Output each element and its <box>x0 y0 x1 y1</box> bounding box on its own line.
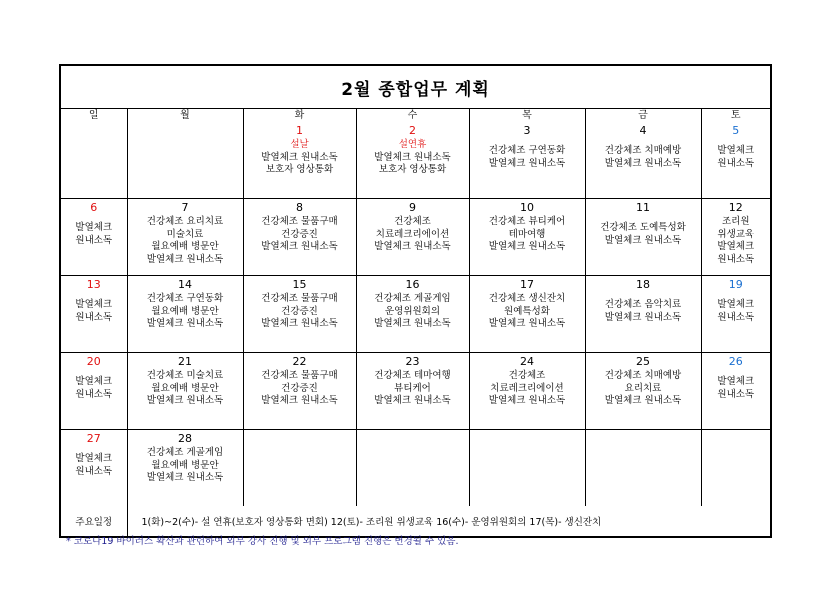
week-row <box>61 430 770 507</box>
event-item: 건강증진 <box>281 382 318 394</box>
event-item: 건강체조 요리치료 <box>146 216 224 227</box>
day-number: 2 <box>409 124 416 137</box>
event-item: 미술치료 <box>166 228 204 240</box>
day-cell-content <box>61 122 127 198</box>
event-item: 발열체크 <box>75 453 113 464</box>
day-cell-content <box>586 199 701 275</box>
day-cell-content <box>702 353 771 429</box>
day-number: 5 <box>732 124 740 137</box>
event-item: 원예특성화 <box>504 305 550 317</box>
day-cell-content <box>470 122 585 198</box>
empty-day-cell <box>469 430 585 507</box>
empty-day-cell <box>243 430 356 507</box>
event-item: 발열체크 원내소독 <box>146 253 224 265</box>
event-item: 건강체조 게골게임 <box>374 293 451 304</box>
event-item: 발열체크 원내소독 <box>374 241 451 252</box>
event-item: 발열체크 원내소독 <box>374 395 451 406</box>
week-row <box>61 353 770 430</box>
event-item: 테마여행 <box>508 228 546 240</box>
day-cell <box>469 199 585 276</box>
event-item: 발열체크 원내소독 <box>261 151 338 163</box>
day-number: 21 <box>178 355 192 368</box>
key-schedule-row <box>61 506 770 536</box>
day-number: 19 <box>728 278 743 291</box>
day-cell <box>127 430 243 507</box>
day-cell-content <box>470 430 585 506</box>
day-cell <box>469 353 585 430</box>
day-cell <box>356 122 469 199</box>
day-cell-content <box>61 430 127 506</box>
day-number: 28 <box>178 432 192 445</box>
event-item: 치료레크리에이션 <box>375 228 450 240</box>
event-item: 조리원 <box>721 216 750 227</box>
weekday-mon: 월 <box>127 109 243 122</box>
day-cell-content <box>128 199 243 275</box>
day-cell-content <box>128 276 243 352</box>
empty-day-cell <box>585 430 701 507</box>
event-item: 발열체크 원내소독 <box>604 234 682 246</box>
day-cell <box>701 276 770 353</box>
event-item: 위생교육 <box>717 228 755 240</box>
event-item: 건강체조 치매예방 <box>604 370 682 381</box>
event-item: 건강체조 물품구매 <box>261 370 338 381</box>
event-item: 건강체조 게골게임 <box>146 447 224 458</box>
event-item: 건강체조 <box>394 216 431 227</box>
day-cell-content <box>61 353 127 429</box>
day-cell <box>356 353 469 430</box>
event-item: 발열체크 원내소독 <box>488 241 566 252</box>
day-number: 18 <box>636 278 650 291</box>
day-cell <box>585 276 701 353</box>
day-cell <box>243 122 356 199</box>
day-number: 13 <box>86 278 101 291</box>
day-cell-content <box>357 353 469 429</box>
day-cell-content <box>244 353 356 429</box>
day-number: 3 <box>523 124 531 137</box>
day-cell-content <box>244 430 356 506</box>
event-item: 발열체크 <box>717 241 755 252</box>
day-cell-content <box>61 276 127 352</box>
day-cell-content <box>586 122 701 198</box>
day-cell-content <box>357 122 469 198</box>
event-item: 월요예배 병문안 <box>151 305 219 317</box>
day-number: 23 <box>405 355 420 368</box>
event-item: 발열체크 원내소독 <box>488 318 566 329</box>
empty-day-cell <box>61 122 127 199</box>
event-item: 발열체크 원내소독 <box>261 395 338 406</box>
event-item: 건강체조 미술치료 <box>146 370 224 381</box>
event-item: 건강체조 <box>508 370 546 381</box>
weekday-fri: 금 <box>585 109 701 122</box>
event-item: 보호자 영상통화 <box>378 164 447 175</box>
day-cell-content <box>702 276 771 352</box>
weekday-tue: 화 <box>243 109 356 122</box>
event-item: 원내소독 <box>717 253 755 265</box>
event-item: 원내소독 <box>75 311 113 323</box>
event-item: 발열체크 <box>717 299 755 310</box>
day-cell <box>243 353 356 430</box>
day-cell <box>243 199 356 276</box>
holiday-label: 설날 <box>290 139 309 150</box>
day-number: 11 <box>636 201 650 214</box>
event-item: 발열체크 원내소독 <box>604 395 682 406</box>
day-cell <box>701 353 770 430</box>
event-item: 발열체크 <box>75 222 113 233</box>
event-item: 건강체조 음악치료 <box>604 299 682 310</box>
day-cell-content <box>470 199 585 275</box>
day-cell <box>127 276 243 353</box>
day-number: 25 <box>636 355 650 368</box>
event-item: 원내소독 <box>75 234 113 246</box>
event-item: 발열체크 <box>717 145 755 156</box>
day-number: 9 <box>409 201 416 214</box>
day-cell <box>701 122 770 199</box>
day-cell-content <box>470 276 585 352</box>
day-cell-content <box>357 199 469 275</box>
event-item: 건강체조 구연동화 <box>488 145 566 156</box>
week-row <box>61 276 770 353</box>
event-item: 건강증진 <box>281 228 318 240</box>
day-cell <box>61 430 127 507</box>
day-cell <box>701 199 770 276</box>
day-cell <box>469 276 585 353</box>
day-cell <box>243 276 356 353</box>
event-item: 건강체조 물품구매 <box>261 216 338 227</box>
event-item: 발열체크 원내소독 <box>604 157 682 169</box>
calendar-body <box>61 122 770 506</box>
day-cell-content <box>470 353 585 429</box>
day-cell <box>127 353 243 430</box>
event-item: 월요예배 병문안 <box>151 459 219 471</box>
event-item: 건강체조 물품구매 <box>261 293 338 304</box>
day-cell-content <box>586 430 701 506</box>
day-number: 20 <box>86 355 101 368</box>
event-item: 발열체크 원내소독 <box>604 311 682 323</box>
day-cell-content <box>586 276 701 352</box>
event-item: 발열체크 원내소독 <box>374 318 451 329</box>
day-cell-content <box>61 199 127 275</box>
weekday-sun: 일 <box>61 109 127 122</box>
day-cell <box>127 199 243 276</box>
day-cell <box>356 276 469 353</box>
day-number: 12 <box>728 201 743 214</box>
day-cell <box>585 353 701 430</box>
event-item: 운영위원회의 <box>384 305 441 317</box>
day-cell <box>469 122 585 199</box>
weekday-sat: 토 <box>701 109 770 122</box>
event-item: 원내소독 <box>75 465 113 477</box>
event-item: 치료레크리에이션 <box>490 382 564 394</box>
day-number: 1 <box>296 124 303 137</box>
day-number: 4 <box>639 124 647 137</box>
event-item: 발열체크 원내소독 <box>146 318 224 329</box>
event-item: 발열체크 <box>75 299 113 310</box>
event-item: 건강체조 테마여행 <box>374 370 451 381</box>
event-item: 뷰티케어 <box>394 382 431 394</box>
key-schedule-label: 주요일정 <box>61 506 127 536</box>
event-item: 건강체조 치매예방 <box>604 145 682 156</box>
event-item: 발열체크 <box>75 376 113 387</box>
day-cell <box>585 199 701 276</box>
event-item: 발열체크 원내소독 <box>261 318 338 329</box>
empty-day-cell <box>127 122 243 199</box>
event-item: 보호자 영상통화 <box>265 164 334 175</box>
event-item: 건강체조 생신잔치 <box>488 293 566 304</box>
event-item: 원내소독 <box>717 311 755 323</box>
day-cell-content <box>702 430 771 506</box>
day-cell-content <box>702 199 771 275</box>
event-item: 원내소독 <box>717 157 755 169</box>
event-item: 건강체조 뷰티케어 <box>488 216 566 227</box>
day-cell-content <box>702 122 771 198</box>
day-number: 7 <box>181 201 189 214</box>
day-number: 27 <box>86 432 101 445</box>
event-item: 발열체크 원내소독 <box>146 395 224 406</box>
day-number: 6 <box>90 201 98 214</box>
day-number: 8 <box>296 201 303 214</box>
day-cell-content <box>357 276 469 352</box>
day-cell-content <box>244 199 356 275</box>
weekday-thu: 목 <box>469 109 585 122</box>
day-cell-content <box>128 122 243 198</box>
event-item: 발열체크 <box>717 376 755 387</box>
monthly-plan-sheet <box>59 64 772 538</box>
day-cell <box>356 199 469 276</box>
day-cell-content <box>357 430 469 506</box>
event-item: 발열체크 원내소독 <box>488 157 566 169</box>
event-item: 발열체크 원내소독 <box>488 395 566 406</box>
day-cell <box>61 276 127 353</box>
day-cell-content <box>128 353 243 429</box>
event-item: 건강체조 도예특성화 <box>600 222 686 233</box>
day-cell <box>61 199 127 276</box>
empty-day-cell <box>356 430 469 507</box>
event-item: 요리치료 <box>624 382 662 394</box>
day-number: 24 <box>520 355 534 368</box>
day-cell-content <box>128 430 243 506</box>
day-number: 26 <box>728 355 743 368</box>
day-number: 16 <box>405 278 420 291</box>
event-item: 건강증진 <box>281 305 318 317</box>
day-number: 10 <box>520 201 534 214</box>
calendar-table <box>61 109 770 536</box>
event-item: 발열체크 원내소독 <box>261 241 338 252</box>
empty-day-cell <box>701 430 770 507</box>
week-row <box>61 199 770 276</box>
event-item: 월요예배 병문안 <box>151 382 219 394</box>
event-item: 원내소독 <box>717 388 755 400</box>
key-schedule-text: 1(화)~2(수)- 설 연휴(보호자 영상통화 면회) 12(토)- 조리원 위생교육 16(수)- 운영위원회의 17(목)- 생신잔치 <box>127 506 770 536</box>
weekday-wed: 수 <box>356 109 469 122</box>
event-item: 발열체크 원내소독 <box>146 472 224 483</box>
day-cell <box>61 353 127 430</box>
day-cell-content <box>244 276 356 352</box>
event-item: 건강체조 구연동화 <box>146 293 224 304</box>
page-title: 2월 종합업무 계획 <box>61 66 770 109</box>
event-item: 발열체크 원내소독 <box>374 151 451 163</box>
footnote: * 코로나19 바이러스 확산과 관련하여 외부 강사 진행 및 외부 프로그램 진행은 변경될 수 있음. <box>66 536 459 547</box>
day-number: 17 <box>520 278 534 291</box>
day-number: 15 <box>292 278 307 291</box>
holiday-label: 설연휴 <box>398 139 427 150</box>
week-row <box>61 122 770 199</box>
event-item: 월요예배 병문안 <box>151 241 219 252</box>
weekday-header-row <box>61 109 770 122</box>
day-cell-content <box>586 353 701 429</box>
event-item: 원내소독 <box>75 388 113 400</box>
day-number: 22 <box>292 355 307 368</box>
day-cell-content <box>244 122 356 198</box>
day-cell <box>585 122 701 199</box>
day-number: 14 <box>178 278 192 291</box>
